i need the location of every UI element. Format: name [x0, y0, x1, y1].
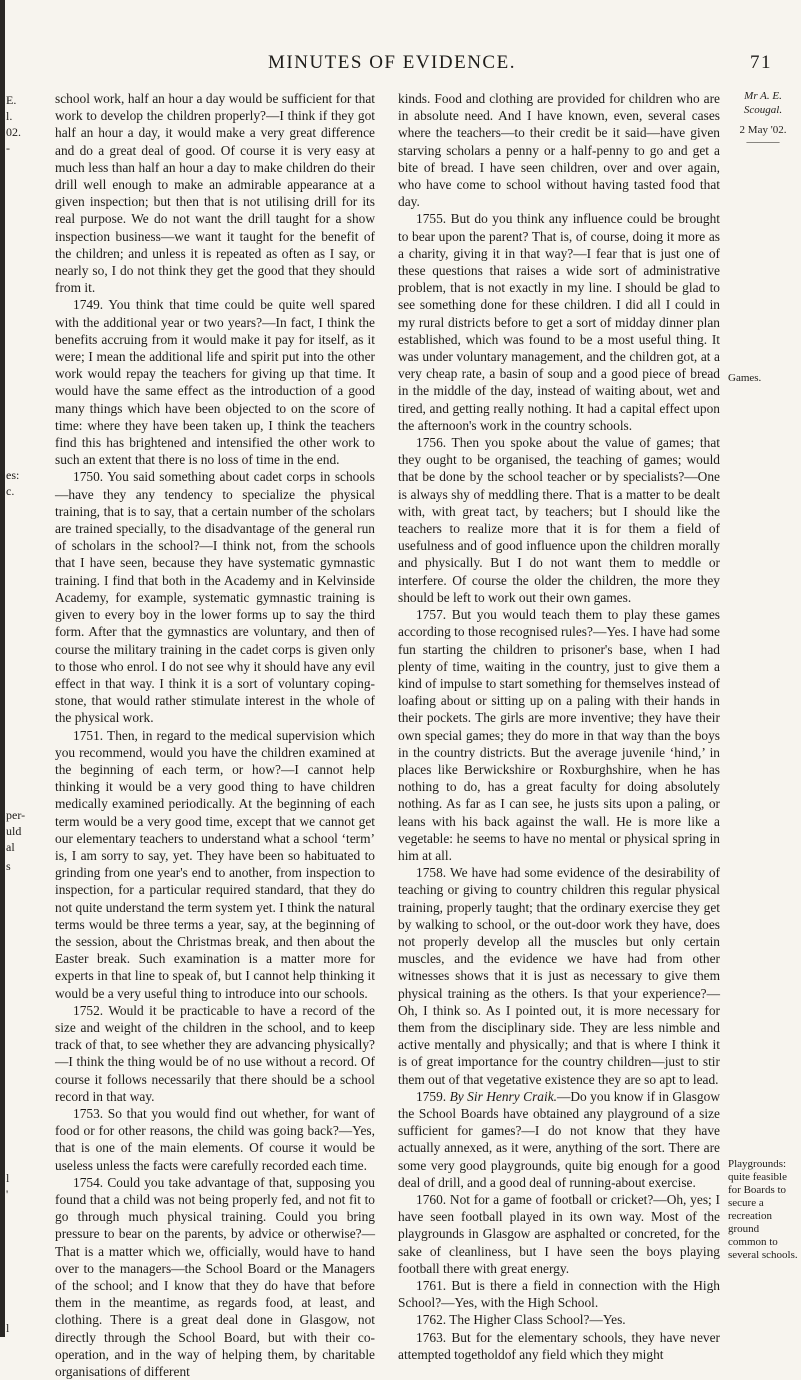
paragraph: 1749. You think that time could be quite well spared with the additional year or two years?—In fact, I think the benefits accruing from it would make it pay for itself, as it were; I mean the additional life and spirit put into the other work would repay the teachers for giving up that time. It would have the same effect as the introduction of a good many things which have been objected to on the score of time: where they have been taken up, I think the teachers find this has brightened and intensified the other work to such an extent that there is no loss of time in the end.: [55, 297, 375, 468]
page-number: 71: [750, 52, 772, 73]
paragraph: school work, half an hour a day would be sufficient for that work to develop the children properly?—I think if they got half an hour a day, it would make a very great difference and do a great deal of good. Of course it is very easy at much less than half an hour a day to make children do their drill well enough to make an admirable appearance at a given inspection; but then that is not utilising drill for its real purpose. We do not want the drill taught for a show inspection business—we want it taught for the benefit of the children; and unless it is repeated as often as I say, or nearly so, I do not think they get the good that they should from it.: [55, 91, 375, 296]
margin-fragment: l.: [6, 109, 13, 123]
margin-fragment: c.: [6, 484, 15, 498]
margin-fragment: s: [6, 859, 11, 873]
left-column: [55, 90, 375, 1380]
margin-fragment: al: [6, 840, 15, 854]
paragraph: 1761. But is there a field in connection with the High School?—Yes, with the High School.: [398, 1278, 720, 1311]
witness-date: 2 May '02.: [739, 124, 787, 136]
paragraph: 1763. But for the elementary schools, they have never attempted togetholdof any field which they might: [398, 1329, 720, 1362]
sidenote-rule: ———: [746, 136, 780, 148]
questioner: By Sir Henry Craik.: [449, 1088, 557, 1104]
paragraph: 1762. The Higher Class School?—Yes.: [416, 1312, 626, 1328]
margin-fragment: es:: [6, 468, 20, 482]
margin-fragment: -: [6, 141, 10, 155]
sidenote-games: Games.: [728, 372, 762, 384]
paragraph: 1751. Then, in regard to the medical supervision which you recommend, would you have the children examined at the beginning of each term, or how?—I cannot help thinking it would be a very good thing to have children medically examined periodically. At the beginning of each term would be a very good time, except that we cannot get our elementary teachers to understand what a school ‘term’ is, I am sorry to say, yet. They have been so habituated to grinding from one year's end to another, from inspection to inspection, for a particular required standard, that they do not quite understand the term system yet. I think the natural terms would be three terms a year, say, at the beginning of the session, about the Christmas break, and then about the Easter break. Such examination is a matter more for experts in that line to speak of, but I cannot help thinking it would be a very useful thing to introduce into our schools.: [55, 727, 375, 1001]
margin-fragment: E.: [6, 93, 17, 107]
paragraph: 1754. Could you take advantage of that, supposing you found that a child was not being properly fed, and not fit to go through much physical training. Could you bring pressure to bear on the parents, by advice or otherwise?—That is a matter which we, officially, would have to hand over to the managers—the School Board or the Managers of the school; and I know that they do have that before them in the meantime, as regards food, at least, and clothing. There is a great deal done in Glasgow, not directly through the School Board, but with their co-operation, and in the way of helping them, by charitable organisations of different: [55, 1174, 375, 1380]
witness-surname: Scougal.: [743, 104, 783, 116]
margin-fragment: per-: [6, 808, 26, 822]
paragraph: kinds. Food and clothing are provided for children who are in absolute need. And I have known, even, several cases where the teachers—to their credit be it said—have given starving scholars a penny or a half-penny to go and get a bite of bread. I have seen children, over and over again, who have come to school without having tasted food that day.: [398, 91, 720, 210]
paragraph: 1750. You said something about cadet corps in schools—have they any tendency to specialize the physical training, that is to say, that a certain number of the scholars are trained specially, to the disadvantage of the general run of scholars in the school?—I think not, from the schools that I have seen, because they have systematic gymnastic training. I find that both in the Academy and in Kelvinside Academy, for example, systematic gymnastic training is given to every boy in the lower forms up to say the third form. After that the gymnastics are voluntary, and then of course the military training in the cadet corps is given only to those who enrol. I do not see why it should have any evil effect in that way. I think it is a sort of voluntary coping-stone, that would rather stimulate interest in the whole of the physical work.: [55, 469, 375, 726]
paragraph: 1757. But you would teach them to play these games according to those recognised rules?—Yes. I have had some fun starting the children to prisoner's base, when I had plenty of time, waiting in the country, just to give them a kind of impulse to start something for themselves instead of loafing about or sitting up on a paling with their hands in their pockets. The girls are more inventive; they have their own special games; they do more in that way than the boys in the country districts. But the average juvenile ‘hind,’ in places like Berwickshire or Roxburghshire, when he has nothing to do, has a great faculty for doing absolutely nothing. As far as I can see, he justs sits upon a paling, or leans with his back against the wall. He is more like a vegetable: he seems to have no mental or physical spring in him at all.: [398, 607, 720, 863]
witness-name: Mr A. E.: [744, 90, 782, 102]
question-text: —Do you know if in Glasgow the School Boards have obtained any playground of a size sufficient for games?—I do not know that they have actually annexed, as it were, anything of the sort. There are some very good playgrounds, quite big enough for a good deal of drill, and a good deal of running-about exercise.: [398, 1088, 720, 1190]
paragraph: 1755. But do you think any influence could be brought to bear upon the parent? That is, of course, doing it more as a charity, giving it in that way?—I fear that is just one of these questions that raises a wide sort of administrative problem, that is not exactly in my line. I should be glad to see something done for these children. I did all I could in my rural districts before to get a sort of midday dinner plan established, which was found to be a most useful thing. It was under voluntary management, and the children got, at a very cheap rate, a basin of soup and a good piece of bread in the middle of the day, instead of waiting about, wet and tired, and getting really nothing. It had a capital effect upon the afternoon's work in the country schools.: [398, 211, 720, 433]
margin-fragment: l: [6, 1171, 10, 1185]
question-number: 1759.: [416, 1088, 447, 1104]
margin-fragment: uld: [6, 824, 22, 838]
paragraph: 1753. So that you would find out whether, for want of food or for other reasons, the child was going back?—Yes, that is one of the main elements. Of course it would be useless unless the facts were carefully recorded each time.: [55, 1105, 375, 1173]
paragraph: 1756. Then you spoke about the value of games; that they ought to be organised, the teaching of games; would that be done by the school teacher or by specialists?—One is always shy of meddling there. That is a matter to be dealt with, with great tact, by teachers; but I should like the teachers to realize more that it is for them a field of usefulness and of good influence upon the children morally and physically. But I do not want them to meddle or interfere. Of course the older the children, the more they should be left to work out their own games.: [398, 435, 720, 605]
margin-fragment: 02.: [6, 125, 21, 139]
paragraph: 1760. Not for a game of football or cricket?—Oh, yes; I have seen football played in its own way. Most of the playgrounds in Glasgow are asphalted or concreted, for the sake of cleanliness, but I have seen the boys playing football there with great energy.: [398, 1192, 720, 1276]
right-column: [398, 90, 720, 1362]
page-title: MINUTES OF EVIDENCE.: [268, 52, 516, 73]
margin-fragment: ': [6, 1187, 9, 1201]
paragraph-question-by: [398, 1088, 720, 1191]
paragraph: 1752. Would it be practicable to have a record of the size and weight of the children in the school, and to keep track of that, to see whether they are advancing physically?—I think the thing would be of no use without a record. Of course it follows necessarily that there should be a school record in that way.: [55, 1002, 375, 1104]
page-binding-edge: [0, 0, 5, 1337]
sidenote-playgrounds: Playgrounds: quite feasible for Boards to secure a recreation ground common to several schools.: [728, 1158, 798, 1261]
paragraph: 1758. We have had some evidence of the desirability of teaching or giving to country children this regular physical training, properly taught; that the ordinary exercise they get by walking to school, or the out-door work they have, does not properly develop all the muscles but only certain muscles, and the evidence we have had from other witnesses shows that it is just as necessary to give them physical training as the others. Is that your experience?—Oh, I think so. As I pointed out, it is more necessary for them from the disciplinary side. They are less nimble and active mentally and physically; and that is where I think it is of great importance for the country children—just to stir them out of that vegetative existence they are so apt to lead.: [398, 865, 720, 1087]
margin-fragment: l: [6, 1321, 10, 1335]
